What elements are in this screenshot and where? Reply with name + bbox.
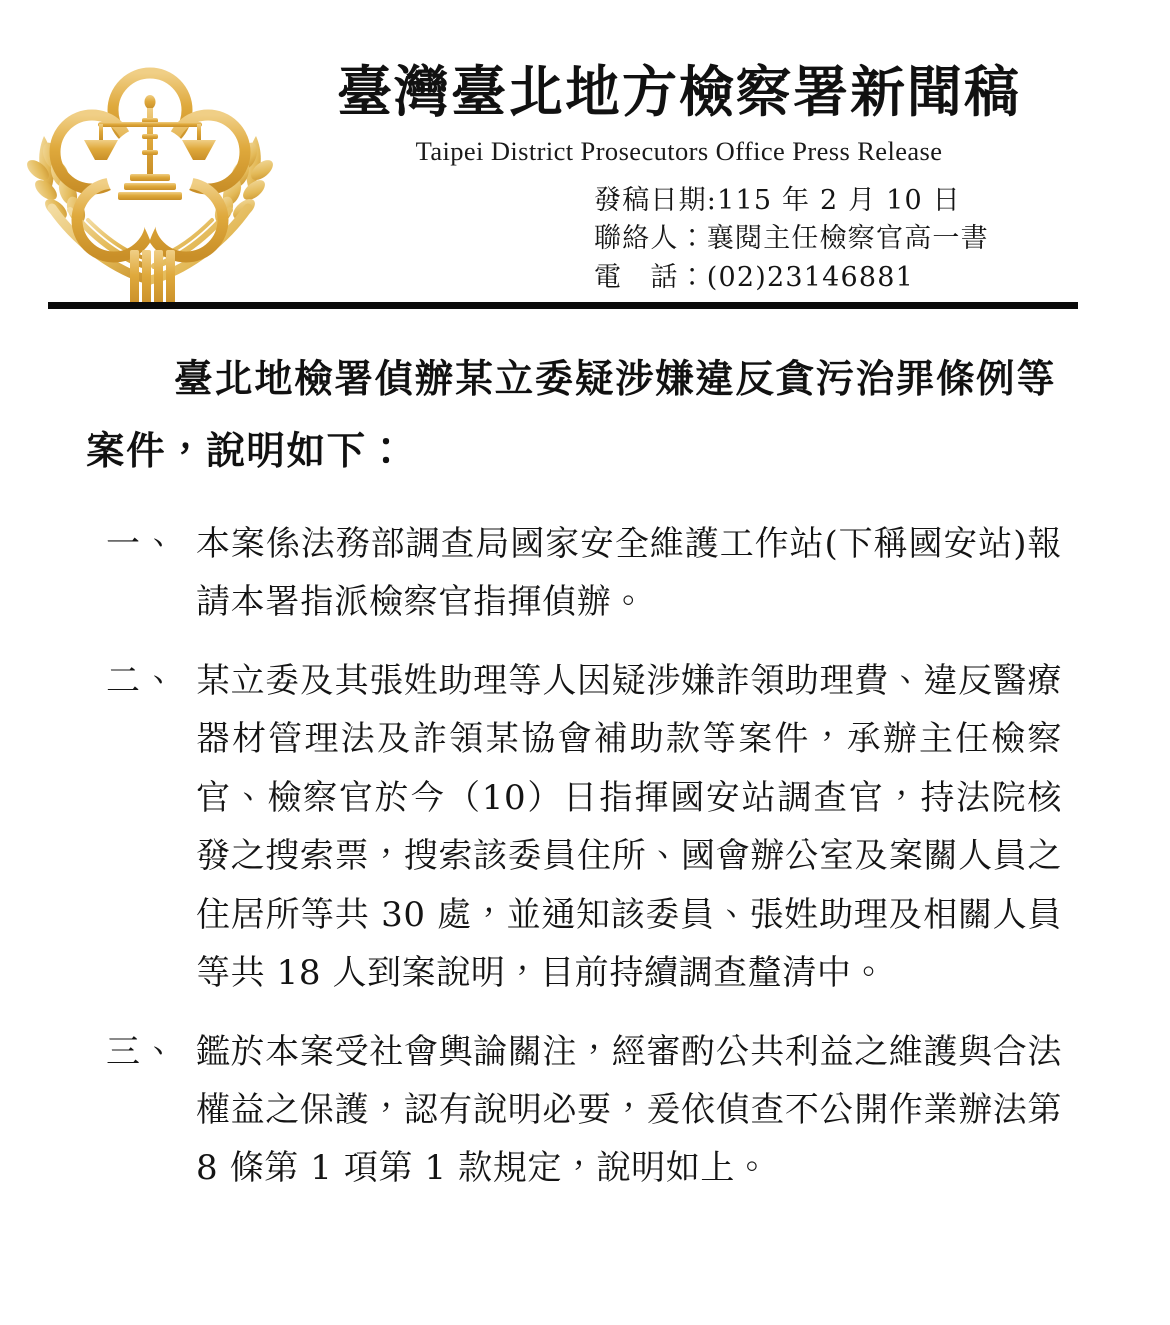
document-header	[0, 0, 1170, 293]
header-text-block	[276, 60, 1096, 297]
contact-phone: 電 話：(02)23146881	[594, 261, 915, 293]
numbered-item	[0, 515, 1170, 632]
item-text: 鑑於本案受社會輿論關注，經審酌公共利益之維護與合法權益之保護，認有說明必要，爰依偵查不公開作業辦法第 8 條第 1 項第 1 款規定，說明如上。	[196, 1031, 1062, 1189]
header-divider	[48, 302, 1078, 309]
document-title-english: Taipei District Prosecutors Office Press Release	[415, 135, 943, 166]
numbered-item	[0, 1023, 1170, 1198]
item-marker: 二、	[106, 660, 178, 701]
contact-person: 聯絡人：襄閱主任檢察官高一書	[594, 223, 989, 255]
item-marker: 一、	[106, 523, 178, 564]
issue-date: 發稿日期:115 年 2 月 10 日	[594, 185, 961, 217]
numbered-item	[0, 652, 1170, 1003]
press-release-headline: 臺北地檢署偵辦某立委疑涉嫌違反貪污治罪條例等案件，說明如下：	[86, 357, 1057, 475]
document-title-chinese: 臺灣臺北地方檢察署新聞稿	[336, 59, 1021, 124]
item-text: 某立委及其張姓助理等人因疑涉嫌詐領助理費、違反醫療器材管理法及詐領某協會補助款等案件，承辦主任檢察官、檢察官於今（10）日指揮國安站調查官，持法院核發之搜索票，搜索該委員住所、國會辦公室及案關人員之住居所等共 30 處，並通知該委員、張姓助理及相關人員等共 18 人到案說明，目前持續調查釐清中。	[196, 660, 1062, 994]
document-body	[0, 344, 1170, 1218]
document-metadata	[276, 182, 1096, 297]
item-marker: 三、	[106, 1031, 178, 1072]
prosecutors-office-emblem-icon	[26, 58, 274, 308]
item-text: 本案係法務部調查局國家安全維護工作站(下稱國安站)報請本署指派檢察官指揮偵辦。	[196, 523, 1062, 623]
